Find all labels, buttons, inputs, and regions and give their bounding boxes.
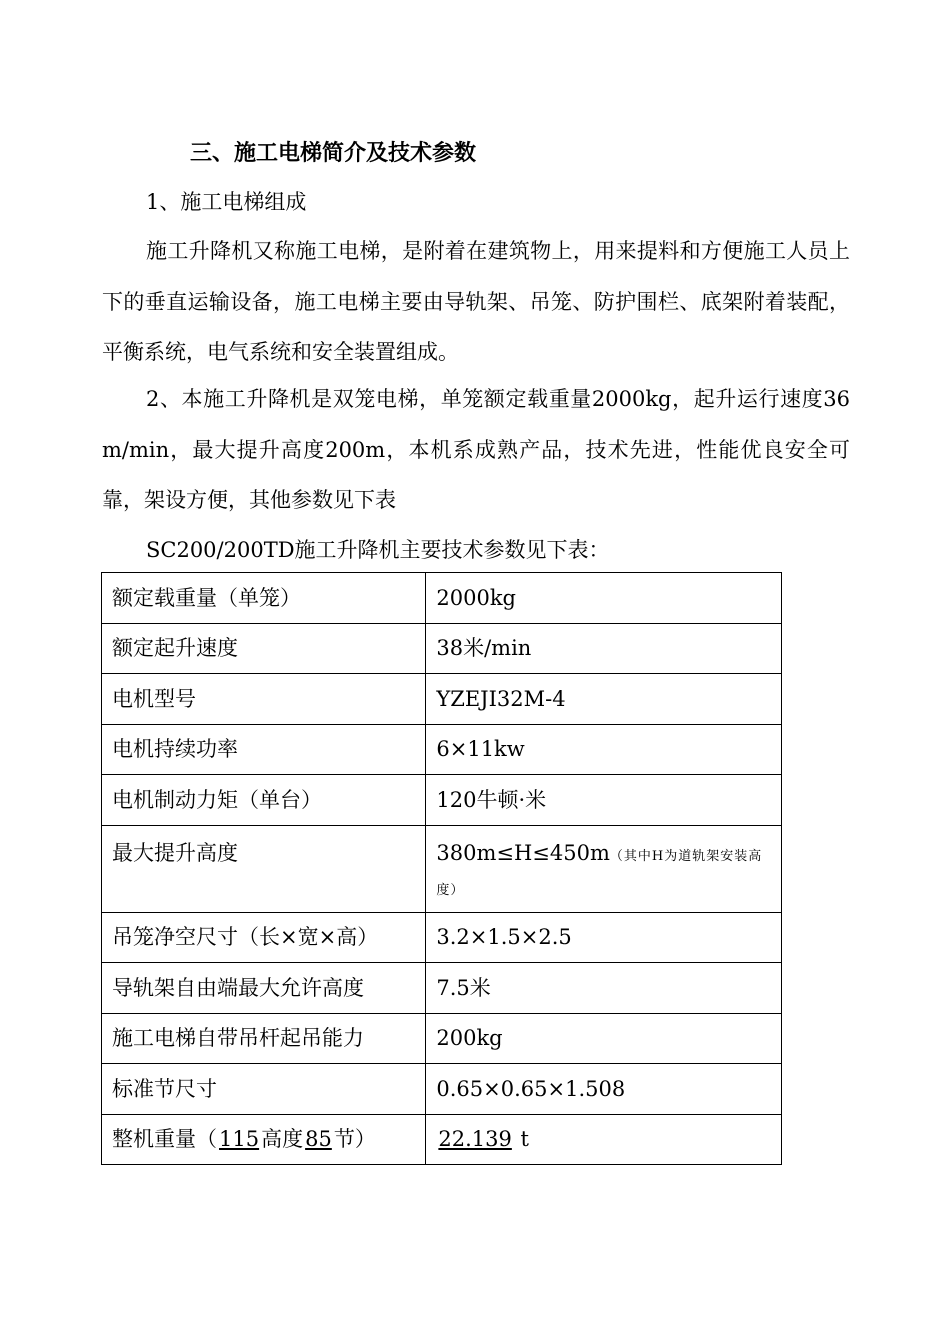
param-name: 额定起升速度 — [102, 623, 426, 674]
table-row — [102, 623, 782, 674]
table-row — [102, 1114, 782, 1165]
param-value: 38米/min — [426, 623, 782, 674]
table-caption: SC200/200TD施工升降机主要技术参数见下表： — [146, 538, 610, 562]
paragraph-overview: 2、本施工升降机是双笼电梯，单笼额定载重量2000kg，起升运行速度36m/min，最大提升高度200m，本机系成熟产品，技术先进，性能优良安全可靠，架设方便，其他参数见下表 — [102, 387, 850, 512]
table-row — [102, 573, 782, 624]
param-name-prefix: 整机重量（ — [112, 1127, 217, 1152]
param-value: 200kg — [426, 1013, 782, 1064]
param-name: 额定载重量（单笼） — [102, 573, 426, 624]
param-name-suffix: 节） — [333, 1127, 376, 1152]
param-value: 0.65×0.65×1.508 — [426, 1064, 782, 1115]
param-name: 标准节尺寸 — [102, 1064, 426, 1115]
section-title: 三、施工电梯简介及技术参数 — [190, 141, 477, 166]
param-name: 施工电梯自带吊杆起吊能力 — [102, 1013, 426, 1064]
param-value-cell — [426, 1114, 782, 1165]
param-note: （其中H为道轨架安装高度） — [436, 848, 763, 898]
param-value: 380m≤H≤450m — [436, 840, 610, 865]
param-name: 电机制动力矩（单台） — [102, 775, 426, 826]
param-value: 120牛顿·米 — [426, 775, 782, 826]
table-row — [102, 825, 782, 912]
param-value: 7.5米 — [426, 963, 782, 1014]
table-row — [102, 912, 782, 963]
param-name-cell — [102, 1114, 426, 1165]
table-row — [102, 775, 782, 826]
weight-fill-in: 22.139 — [438, 1127, 512, 1152]
weight-unit: t — [520, 1127, 529, 1152]
table-row — [102, 1013, 782, 1064]
subsection-title: 1、施工电梯组成 — [146, 190, 307, 214]
param-value: 2000kg — [426, 573, 782, 624]
sections-fill-in: 85 — [305, 1127, 332, 1152]
param-name: 导轨架自由端最大允许高度 — [102, 963, 426, 1014]
param-value-cell — [426, 825, 782, 912]
param-name-mid: 高度 — [261, 1127, 304, 1152]
table-row — [102, 724, 782, 775]
param-value: YZEJI32M-4 — [426, 674, 782, 725]
param-name: 电机持续功率 — [102, 724, 426, 775]
param-value: 6×11kw — [426, 724, 782, 775]
technical-parameters-table — [101, 572, 782, 1165]
height-fill-in: 115 — [219, 1127, 260, 1152]
table-row — [102, 1064, 782, 1115]
param-name: 最大提升高度 — [102, 825, 426, 912]
param-value: 3.2×1.5×2.5 — [426, 912, 782, 963]
param-name: 吊笼净空尺寸（长×宽×高） — [102, 912, 426, 963]
table-row — [102, 963, 782, 1014]
paragraph-composition: 施工升降机又称施工电梯，是附着在建筑物上，用来提料和方便施工人员上下的垂直运输设备，施工电梯主要由导轨架、吊笼、防护围栏、底架附着装配，平衡系统，电气系统和安全装置组成。 — [102, 239, 850, 364]
param-name: 电机型号 — [102, 674, 426, 725]
table-row — [102, 674, 782, 725]
